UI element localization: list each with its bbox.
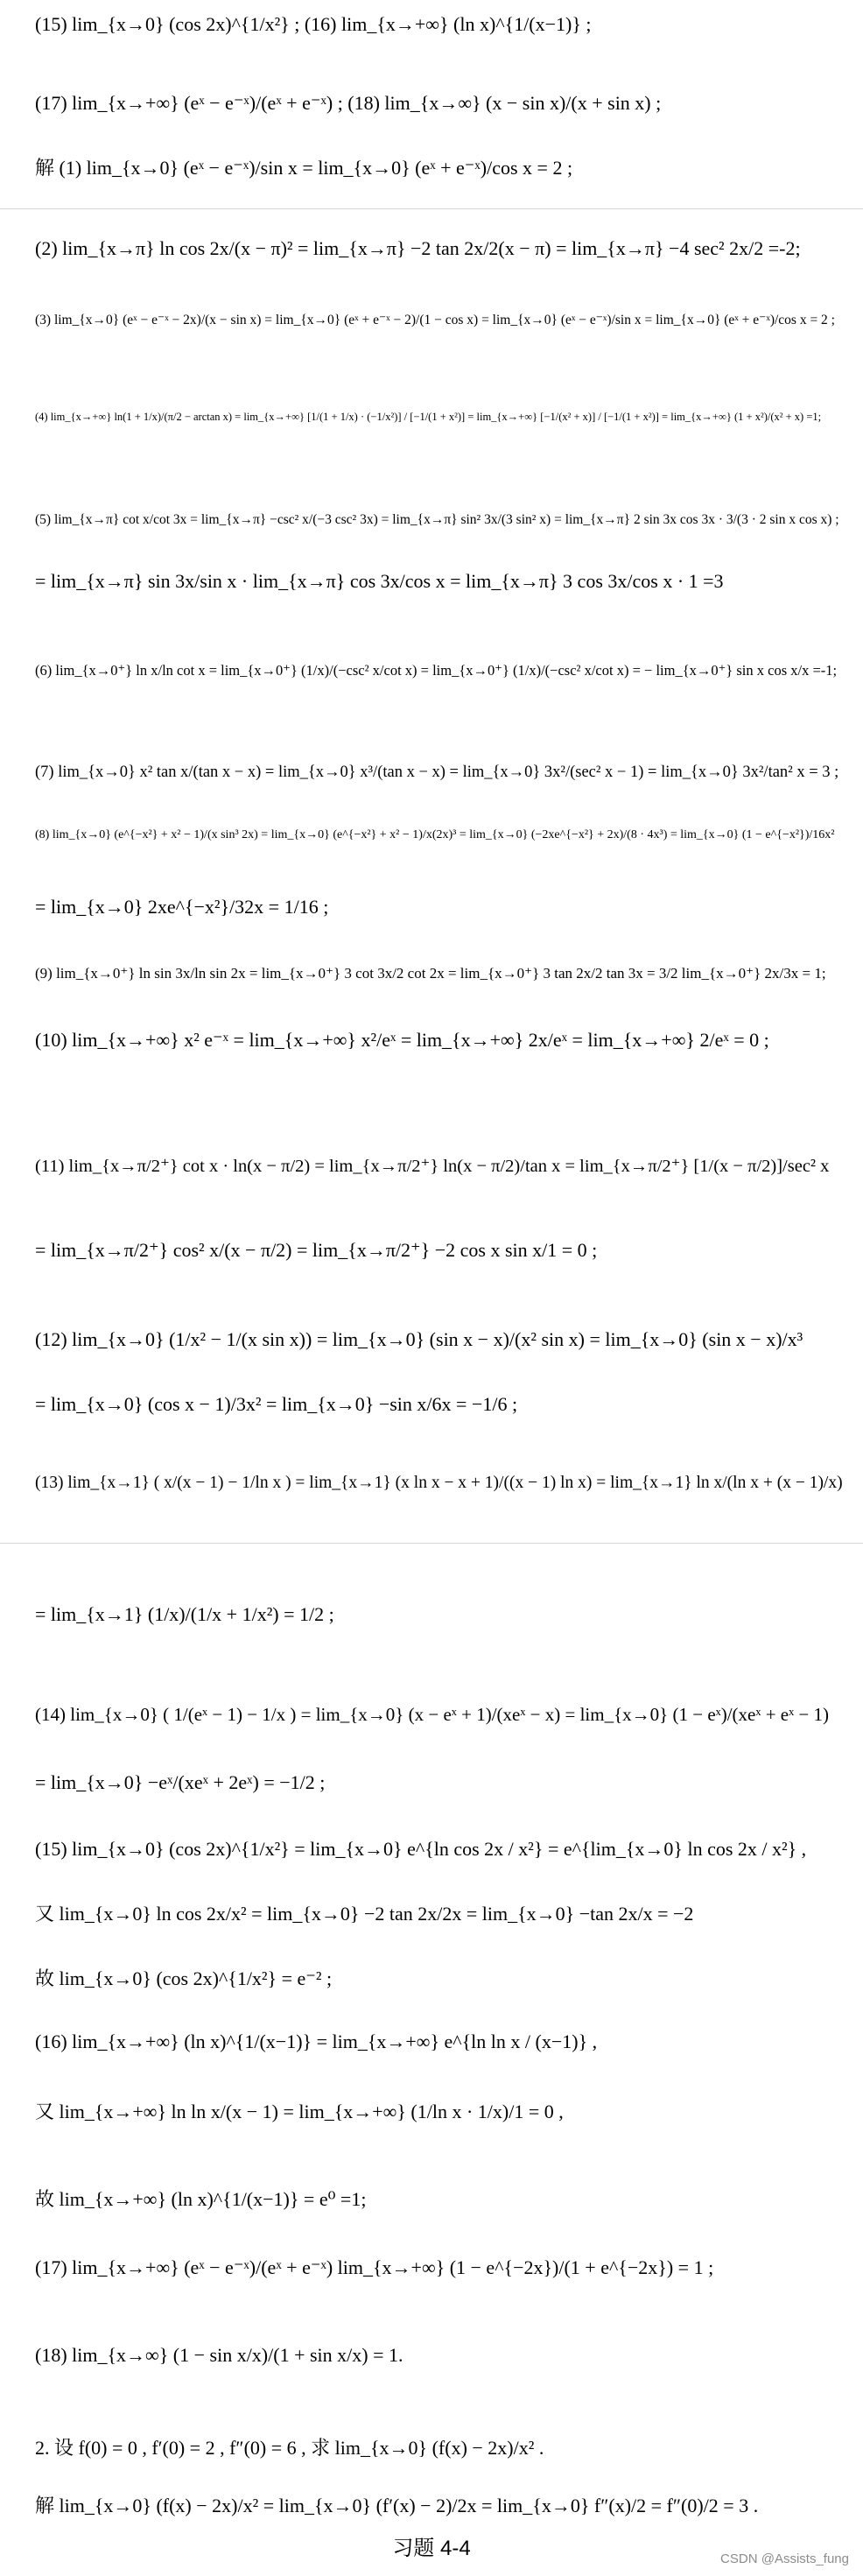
solution-11a: (11) lim_{x→π/2⁺} cot x · ln(x − π/2) = lim_{x→π/2⁺} ln(x − π/2)/tan x = lim_{x→π/2⁺} [1/(x − π/2)]/sec² x [35, 1157, 830, 1176]
solution-13b: = lim_{x→1} (1/x)/(1/x + 1/x²) = 1/2 ; [35, 1603, 334, 1625]
watermark: CSDN @Assists_fung [720, 2551, 849, 2566]
solution-11b: = lim_{x→π/2⁺} cos² x/(x − π/2) = lim_{x→π/2⁺} −2 cos x sin x/1 = 0 ; [35, 1239, 598, 1261]
solution-15a: (15) lim_{x→0} (cos 2x)^{1/x²} = lim_{x→0} e^{ln cos 2x / x²} = e^{lim_{x→0} ln cos 2x / x²} , [35, 1838, 807, 1860]
solution-4: (4) lim_{x→+∞} ln(1 + 1/x)/(π/2 − arctan x) = lim_{x→+∞} [1/(1 + 1/x) · (−1/x²)] / [−1/(1 + x²)] = lim_{x→+∞} [−1/(x² + x)] / [−1/(1 + x²)] = lim_{x→+∞} (1 + x²)/(x² + x) =1; [35, 411, 822, 423]
solution-13a: (13) lim_{x→1} ( x/(x − 1) − 1/ln x ) = lim_{x→1} (x ln x − x + 1)/((x − 1) ln x) = lim_{x→1} ln x/(ln x + (x − 1)/x) [35, 1474, 843, 1492]
solution-14a: (14) lim_{x→0} ( 1/(eˣ − 1) − 1/x ) = lim_{x→0} (x − eˣ + 1)/(xeˣ − x) = lim_{x→0} (1 − eˣ)/(xeˣ + eˣ − 1) [35, 1704, 830, 1725]
solution-6: (6) lim_{x→0⁺} ln x/ln cot x = lim_{x→0⁺} (1/x)/(−csc² x/cot x) = lim_{x→0⁺} (1/x)/(−csc² x/cot x) = − lim_{x→0⁺} sin x cos x/x =-1; [35, 662, 838, 679]
solution-15c: 故 lim_{x→0} (cos 2x)^{1/x²} = e⁻² ; [35, 1967, 333, 1989]
problem-17: (17) lim_{x→+∞} (eˣ − e⁻ˣ)/(eˣ + e⁻ˣ) ; (18) lim_{x→∞} (x − sin x)/(x + sin x) ; [35, 92, 662, 114]
solution-2: (2) lim_{x→π} ln cos 2x/(x − π)² = lim_{x→π} −2 tan 2x/2(x − π) = lim_{x→π} −4 sec² 2x/2 =-2; [35, 237, 801, 259]
page-separator [0, 1543, 863, 1544]
solution-1: 解 (1) lim_{x→0} (eˣ − e⁻ˣ)/sin x = lim_{x→0} (eˣ + e⁻ˣ)/cos x = 2 ; [35, 157, 573, 179]
solution-5b: = lim_{x→π} sin 3x/sin x · lim_{x→π} cos 3x/cos x = lim_{x→π} 3 cos 3x/cos x · 1 =3 [35, 570, 724, 592]
solution-12b: = lim_{x→0} (cos x − 1)/3x² = lim_{x→0} −sin x/6x = −1/6 ; [35, 1393, 518, 1415]
solution-9: (9) lim_{x→0⁺} ln sin 3x/ln sin 2x = lim_{x→0⁺} 3 cot 3x/2 cot 2x = lim_{x→0⁺} 3 tan 2x/2 tan 3x = 3/2 lim_{x→0⁺} 2x/3x = 1; [35, 965, 826, 982]
problem-15: (15) lim_{x→0} (cos 2x)^{1/x²} ; (16) lim_{x→+∞} (ln x)^{1/(x−1)} ; [35, 13, 592, 35]
solution-12a: (12) lim_{x→0} (1/x² − 1/(x sin x)) = lim_{x→0} (sin x − x)/(x² sin x) = lim_{x→0} (sin x − x)/x³ [35, 1328, 803, 1350]
exercise-2-solution: 解 lim_{x→0} (f(x) − 2x)/x² = lim_{x→0} (f′(x) − 2)/2x = lim_{x→0} f″(x)/2 = f″(0)/2 = 3 . [35, 2495, 759, 2516]
solution-5a: (5) lim_{x→π} cot x/cot 3x = lim_{x→π} −csc² x/(−3 csc² 3x) = lim_{x→π} sin² 3x/(3 sin² x) = lim_{x→π} 2 sin 3x cos 3x · 3/(3 · 2 sin x cos x) ; [35, 512, 839, 527]
solution-7: (7) lim_{x→0} x² tan x/(tan x − x) = lim_{x→0} x³/(tan x − x) = lim_{x→0} 3x²/(sec² x − 1) = lim_{x→0} 3x²/tan² x = 3 ; [35, 764, 839, 781]
solution-14b: = lim_{x→0} −eˣ/(xeˣ + 2eˣ) = −1/2 ; [35, 1771, 326, 1793]
solution-8b: = lim_{x→0} 2xe^{−x²}/32x = 1/16 ; [35, 896, 329, 918]
solution-16a: (16) lim_{x→+∞} (ln x)^{1/(x−1)} = lim_{x→+∞} e^{ln ln x / (x−1)} , [35, 2031, 598, 2052]
solution-3: (3) lim_{x→0} (eˣ − e⁻ˣ − 2x)/(x − sin x) = lim_{x→0} (eˣ + e⁻ˣ − 2)/(1 − cos x) = lim_{x→0} (eˣ − e⁻ˣ)/sin x = lim_{x→0} (eˣ + e⁻ˣ)/cos x = 2 ; [35, 313, 835, 327]
solution-10: (10) lim_{x→+∞} x² e⁻ˣ = lim_{x→+∞} x²/eˣ = lim_{x→+∞} 2x/eˣ = lim_{x→+∞} 2/eˣ = 0 ; [35, 1029, 769, 1051]
solution-17: (17) lim_{x→+∞} (eˣ − e⁻ˣ)/(eˣ + e⁻ˣ) lim_{x→+∞} (1 − e^{−2x})/(1 + e^{−2x}) = 1 ; [35, 2256, 714, 2278]
exercise-2-question: 2. 设 f(0) = 0 , f′(0) = 2 , f″(0) = 6 , 求 lim_{x→0} (f(x) − 2x)/x² . [35, 2437, 544, 2459]
solution-18: (18) lim_{x→∞} (1 − sin x/x)/(1 + sin x/x) = 1. [35, 2344, 403, 2366]
solution-8a: (8) lim_{x→0} (e^{−x²} + x² − 1)/(x sin³ 2x) = lim_{x→0} (e^{−x²} + x² − 1)/x(2x)³ = lim_{x→0} (−2xe^{−x²} + 2x)/(8 · 4x³) = lim_{x→0} (1 − e^{−x²})/16x² [35, 828, 835, 841]
section-caption: 习题 4-4 [392, 2537, 471, 2560]
solution-16b: 又 lim_{x→+∞} ln ln x/(x − 1) = lim_{x→+∞} (1/ln x · 1/x)/1 = 0 , [35, 2101, 564, 2122]
solution-16c: 故 lim_{x→+∞} (ln x)^{1/(x−1)} = e⁰ =1; [35, 2188, 367, 2210]
page-separator [0, 208, 863, 209]
solution-15b: 又 lim_{x→0} ln cos 2x/x² = lim_{x→0} −2 tan 2x/2x = lim_{x→0} −tan 2x/x = −2 [35, 1903, 694, 1925]
